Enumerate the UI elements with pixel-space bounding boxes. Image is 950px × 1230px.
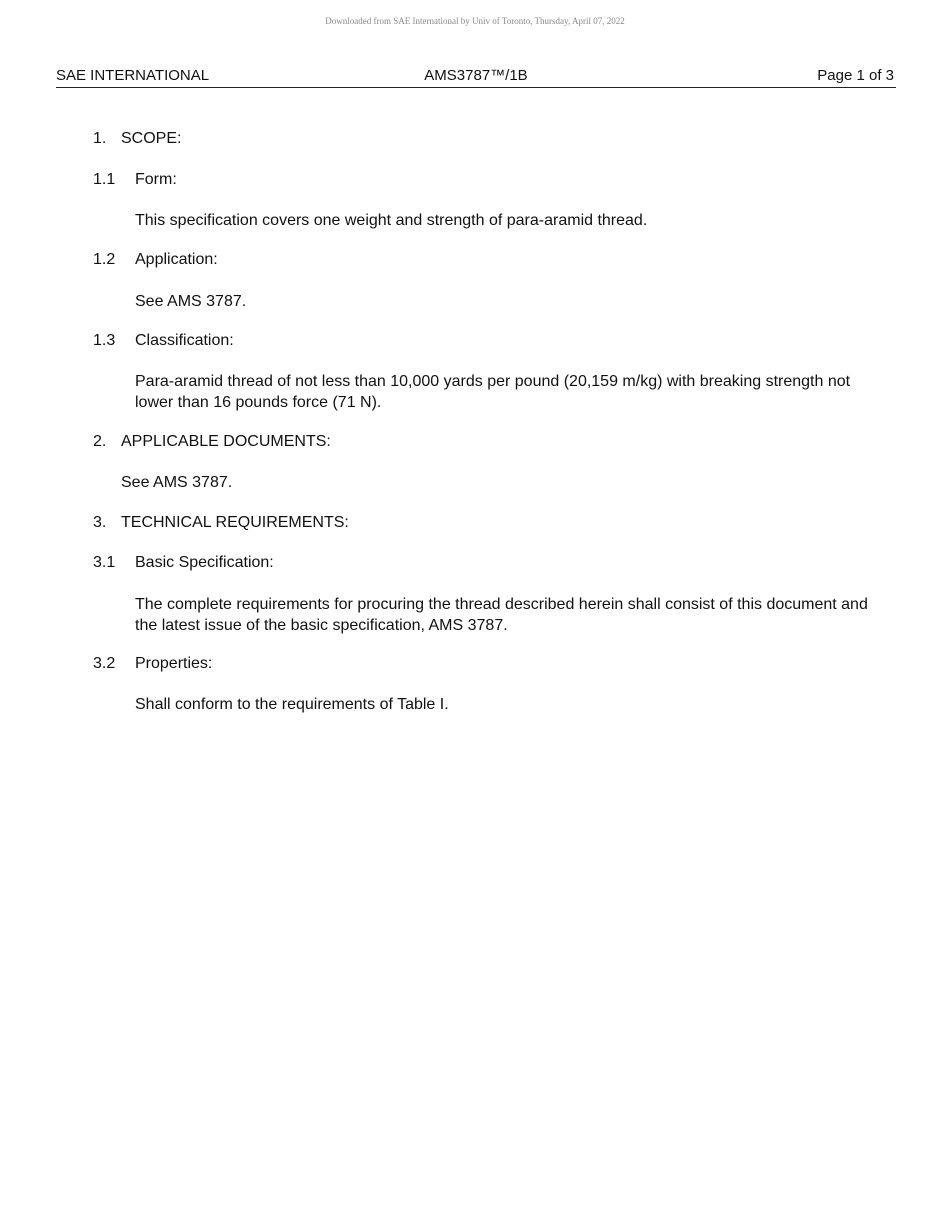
- section-number: 1.: [93, 130, 107, 147]
- section-3-2-text: Shall conform to the requirements of Table I.: [135, 696, 449, 713]
- section-2-text: See AMS 3787.: [121, 474, 233, 491]
- download-watermark: Downloaded from SAE International by Univ of Toronto, Thursday, April 07, 2022: [325, 16, 625, 26]
- section-1-3-text: Para-aramid thread of not less than 10,000 yards per pound (20,159 m/kg) with breaking strength not lower than 16 pounds force (71 N).: [135, 373, 851, 411]
- header-document-id: AMS3787™/1B: [424, 67, 528, 84]
- section-3-1-text: The complete requirements for procuring the thread described herein shall consist of this document and the latest issue of the basic specification, AMS 3787.: [135, 596, 868, 634]
- section-1-1-text: This specification covers one weight and strength of para-aramid thread.: [135, 212, 648, 229]
- section-number: 1.1: [93, 171, 116, 188]
- section-title: Application:: [135, 251, 218, 268]
- section-number: 2.: [93, 433, 107, 450]
- section-number: 3.2: [93, 655, 116, 672]
- section-title: Basic Specification:: [135, 554, 274, 571]
- section-number: 1.3: [93, 332, 116, 349]
- section-title: Classification:: [135, 332, 234, 349]
- header-page-number: Page 1 of 3: [817, 67, 894, 84]
- page-header: [56, 66, 896, 88]
- section-number: 1.2: [93, 251, 116, 268]
- section-number: 3.1: [93, 554, 116, 571]
- section-title: TECHNICAL REQUIREMENTS:: [121, 514, 349, 531]
- section-title: APPLICABLE DOCUMENTS:: [121, 433, 331, 450]
- section-number: 3.: [93, 514, 107, 531]
- section-1-2-text: See AMS 3787.: [135, 293, 247, 310]
- section-title: SCOPE:: [121, 130, 182, 147]
- header-organization: SAE INTERNATIONAL: [56, 67, 210, 84]
- section-title: Properties:: [135, 655, 213, 672]
- section-title: Form:: [135, 171, 177, 188]
